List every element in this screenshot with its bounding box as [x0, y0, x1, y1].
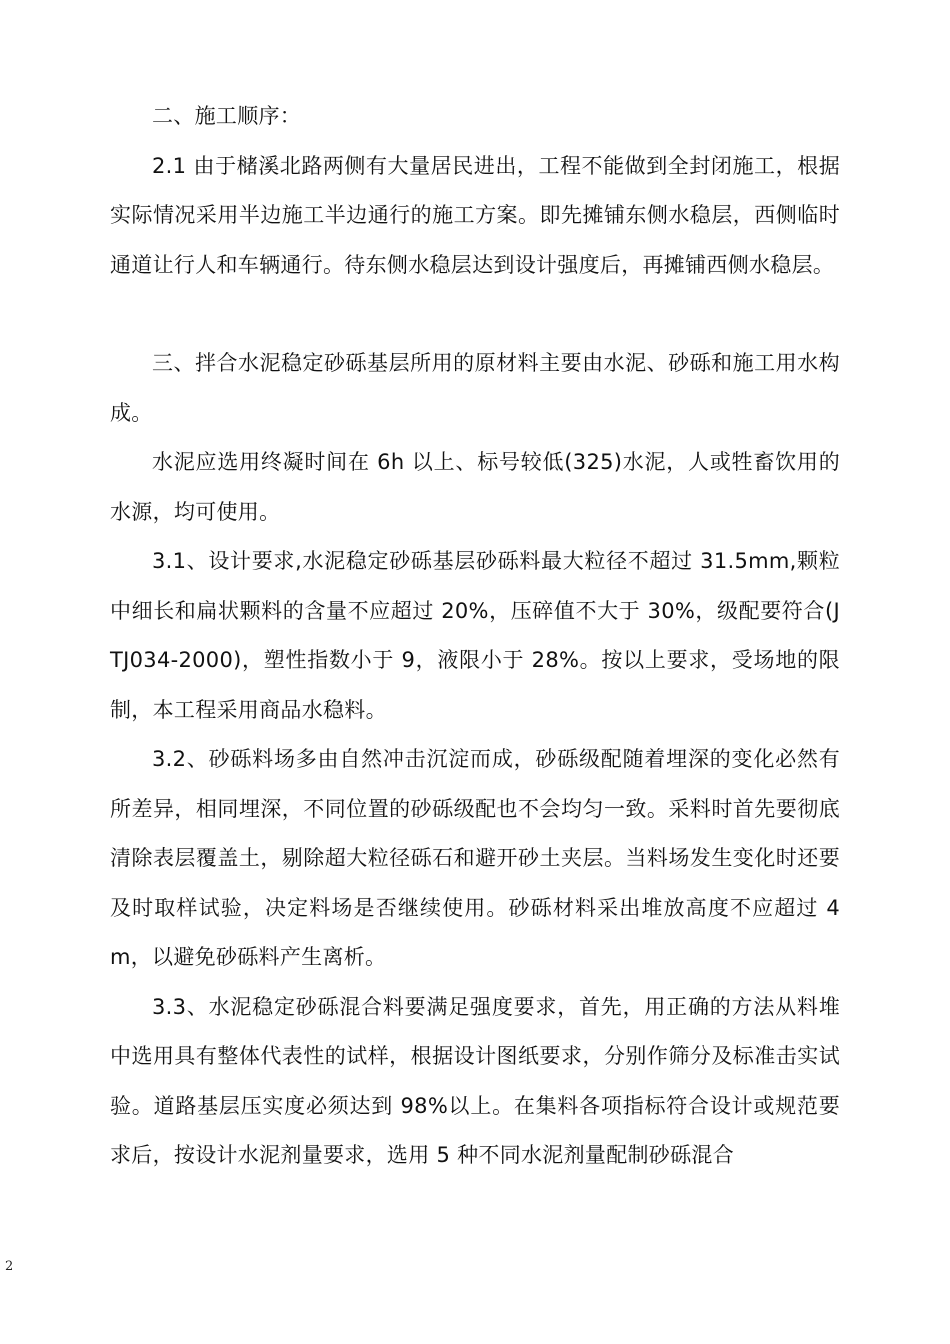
page-number: 2 — [5, 1259, 14, 1274]
document-body — [110, 92, 840, 1181]
section-2-heading: 二、施工顺序： — [152, 104, 302, 128]
paragraph-gap — [110, 290, 840, 339]
paragraph-3-1: 3.1、设计要求,水泥稳定砂砾基层砂砾料最大粒径不超过 31.5mm,颗粒中细长和扁状颗料的含量不应超过 20%，压碎值不大于 30%，级配要符合(JTJ034-2000)，塑性指数小于 9，液限小于 28%。按以上要求，受场地的限制，本工程采用商品水稳料。 — [110, 549, 840, 722]
paragraph-3-3: 3.3、水泥稳定砂砾混合料要满足强度要求，首先，用正确的方法从料堆中选用具有整体代表性的试样，根据设计图纸要求，分别作筛分及标准击实试验。道路基层压实度必须达到 98%以上。在集料各项指标符合设计或规范要求后，按设计水泥剂量要求，选用 5 种不同水泥剂量配制砂砾混合 — [110, 994, 840, 1167]
paragraph-2-1: 2.1 由于槠溪北路两侧有大量居民进出，工程不能做到全封闭施工，根据实际情况采用半边施工半边通行的施工方案。即先摊铺东侧水稳层，西侧临时通道让行人和车辆通行。待东侧水稳层达到设计强度后，再摊铺西侧水稳层。 — [110, 153, 840, 277]
paragraph-cement-water: 水泥应选用终凝时间在 6h 以上、标号较低(325)水泥，人或牲畜饮用的水源，均可使用。 — [110, 450, 840, 524]
section-3-heading: 三、拌合水泥稳定砂砾基层所用的原材料主要由水泥、砂砾和施工用水构成。 — [110, 351, 840, 425]
paragraph-3-2: 3.2、砂砾料场多由自然冲击沉淀而成，砂砾级配随着埋深的变化必然有所差异，相同埋深，不同位置的砂砾级配也不会均匀一致。采料时首先要彻底清除表层覆盖土，剔除超大粒径砾石和避开砂土夹层。当料场发生变化时还要及时取样试验，决定料场是否继续使用。砂砾材料采出堆放高度不应超过 4m，以避免砂砾料产生离析。 — [110, 747, 840, 969]
